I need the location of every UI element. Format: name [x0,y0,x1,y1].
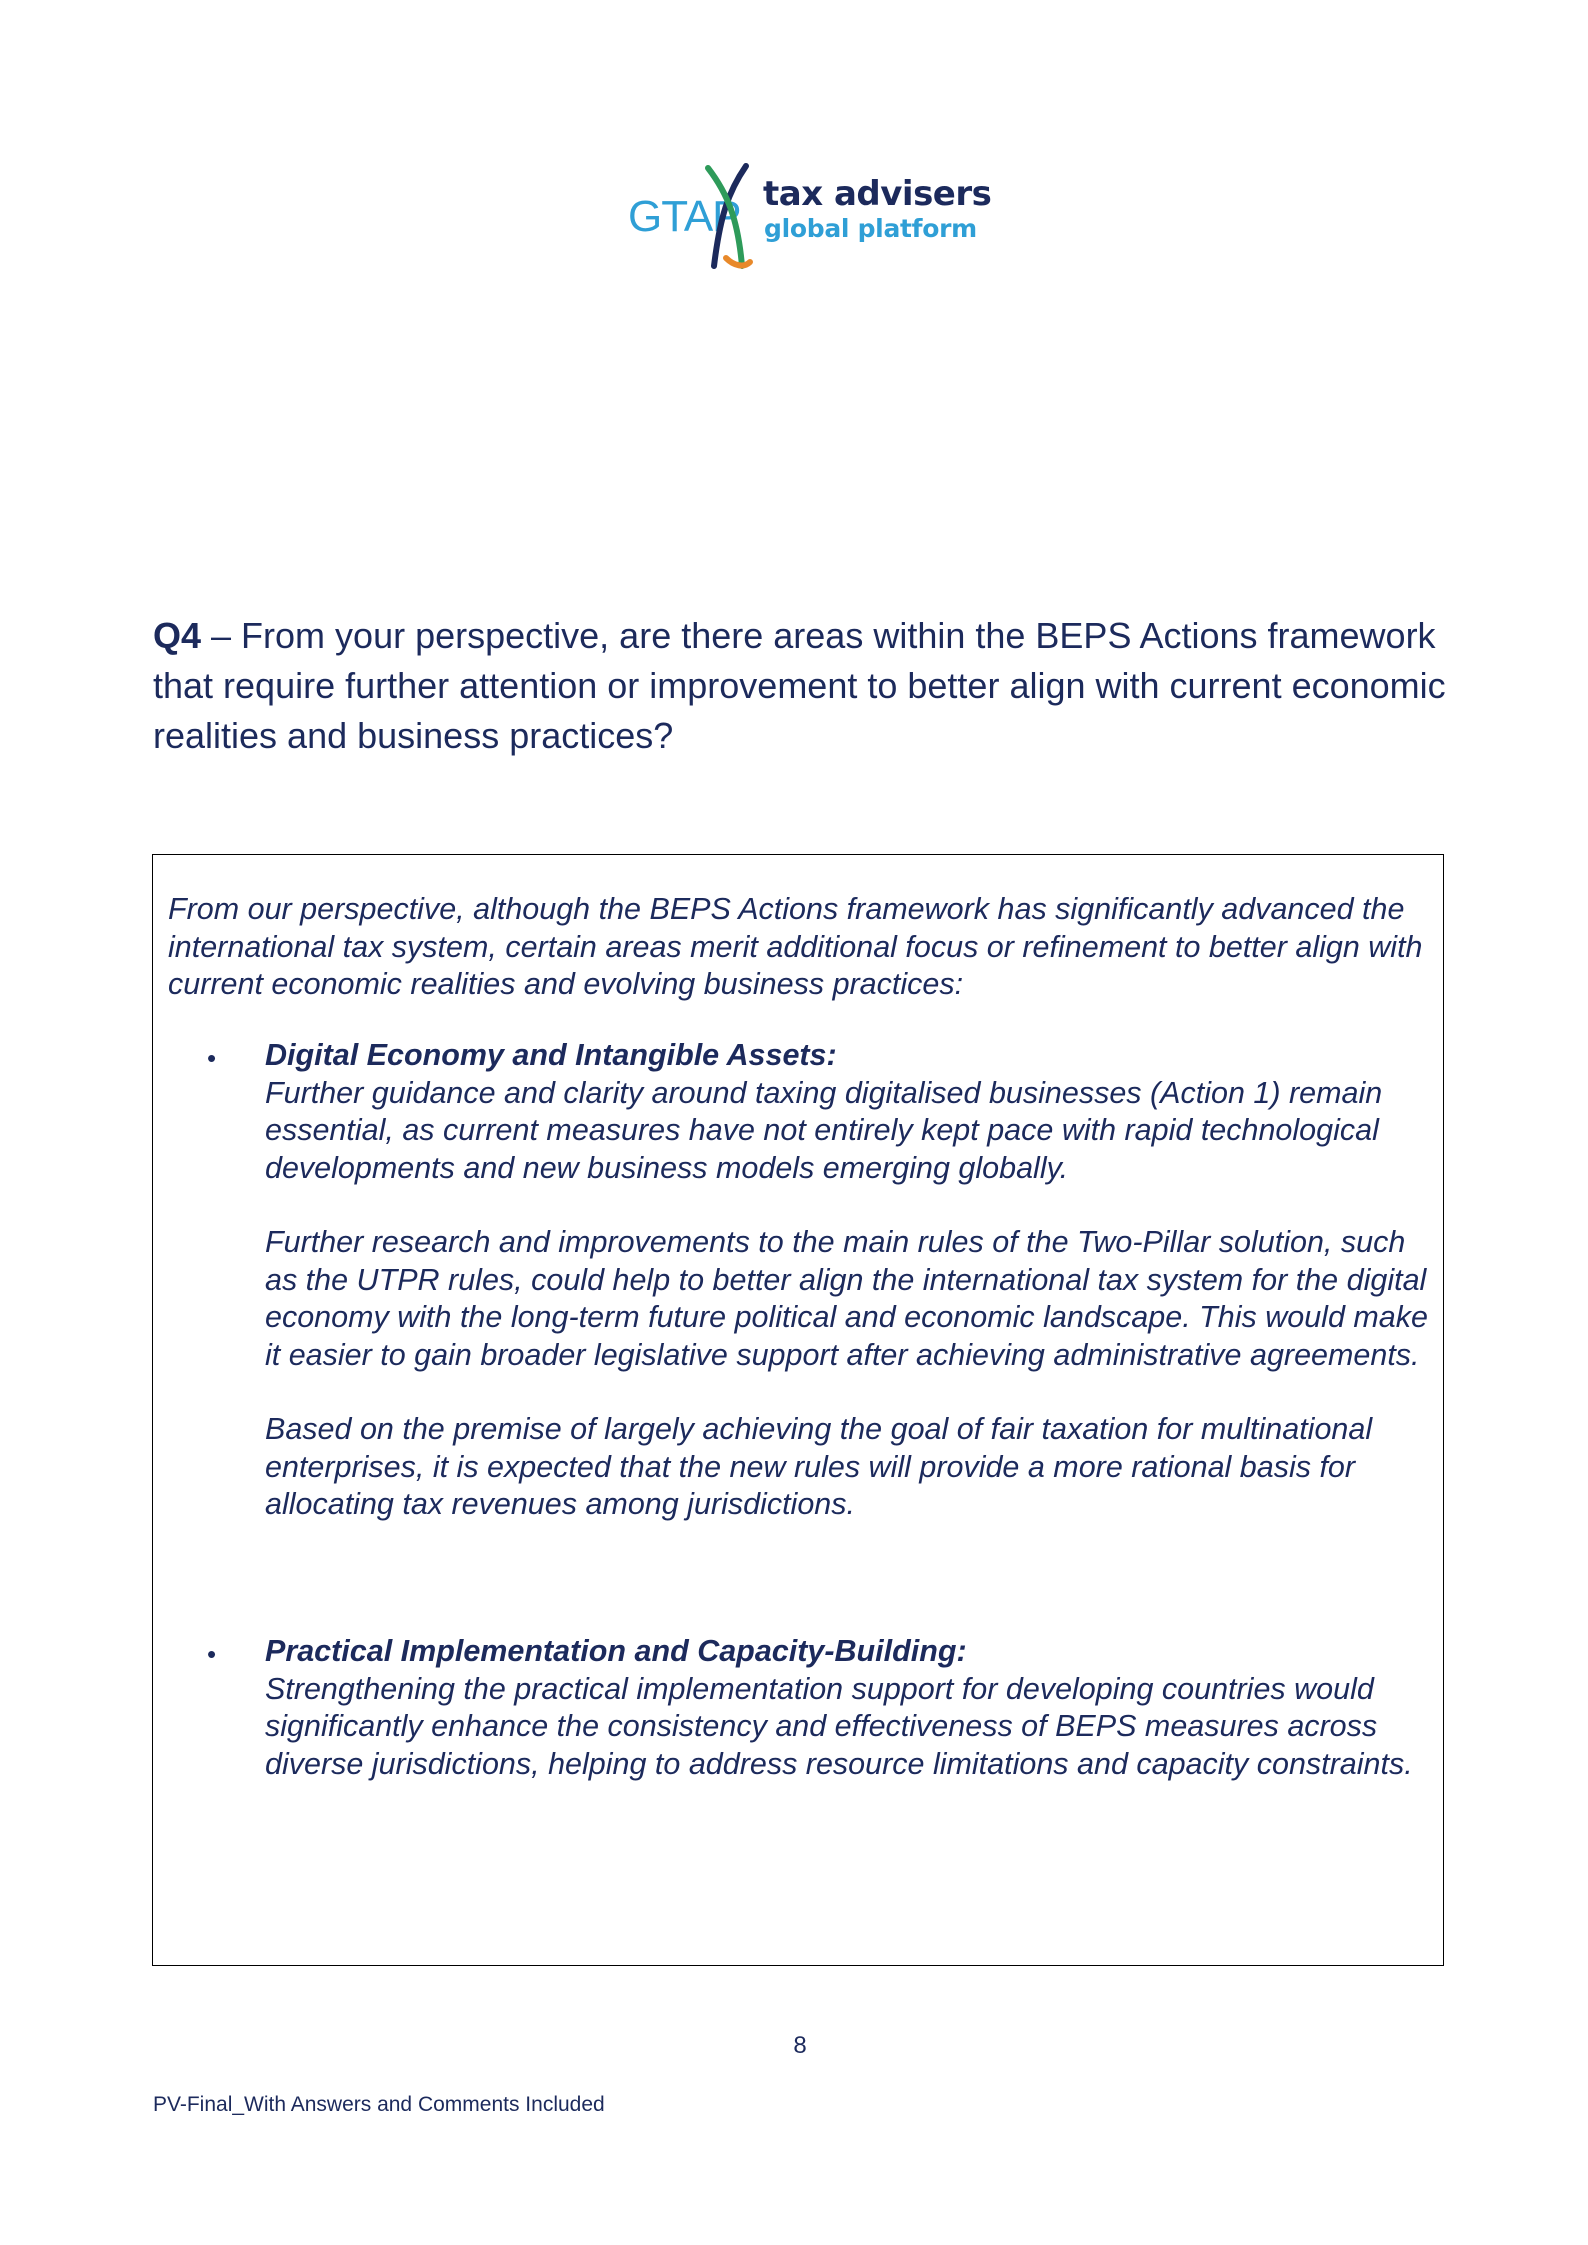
answer-item-digital-economy [265,1037,1440,1524]
logo-global-platform-text: global platform [764,214,977,243]
bullet-icon: • [207,1043,217,1073]
item-title: Digital Economy and Intangible Assets: [265,1038,837,1072]
item-title: Practical Implementation and Capacity-Building: [265,1634,967,1668]
answer-intro: From our perspective, although the BEPS Actions framework has significantly advanced the international tax system, certain areas merit additional focus or refinement to better align with current economic realities and evolving business practices: [168,892,1423,1001]
item-paragraph: Based on the premise of largely achieving the goal of fair taxation for multinational enterprises, it is expected that the new rules will provide a more rational basis for allocating tax revenues among jurisdictions. [265,1412,1373,1521]
question-heading [153,611,1453,761]
answer-box [152,854,1444,1966]
logo-x-mark-icon [698,162,760,272]
footer-document-name: PV-Final_With Answers and Comments Included [153,2093,605,2116]
answer-item-practical-implementation [265,1633,1440,1783]
gtap-logo [628,162,992,272]
question-number: Q4 [153,615,202,656]
item-paragraph: Strengthening the practical implementation support for developing countries would significantly enhance the consistency and effectiveness of BEPS measures across diverse jurisdictions, helping to address resource limitations and capacity constraints. [265,1671,1413,1781]
question-text: – From your perspective, are there areas within the BEPS Actions framework that require further attention or improvement to better align with current economic realities and business practices? [153,615,1446,756]
logo-gtap-text: GTAP [628,192,741,241]
item-paragraph: Further research and improvements to the main rules of the Two-Pillar solution, such as the UTPR rules, could help to better align the international tax system for the digital economy with the long-term future political and economic landscape. This would make it easier to gain broader legislative support after achieving administrative agreements. [265,1225,1428,1372]
item-paragraph: Further guidance and clarity around taxing digitalised businesses (Action 1) remain essential, as current measures have not entirely kept pace with rapid technological developments and new business models emerging globally. [265,1075,1383,1185]
page-number: 8 [793,2032,807,2059]
bullet-icon: • [207,1639,217,1669]
logo-tax-advisers-text: tax advisers [763,174,992,214]
